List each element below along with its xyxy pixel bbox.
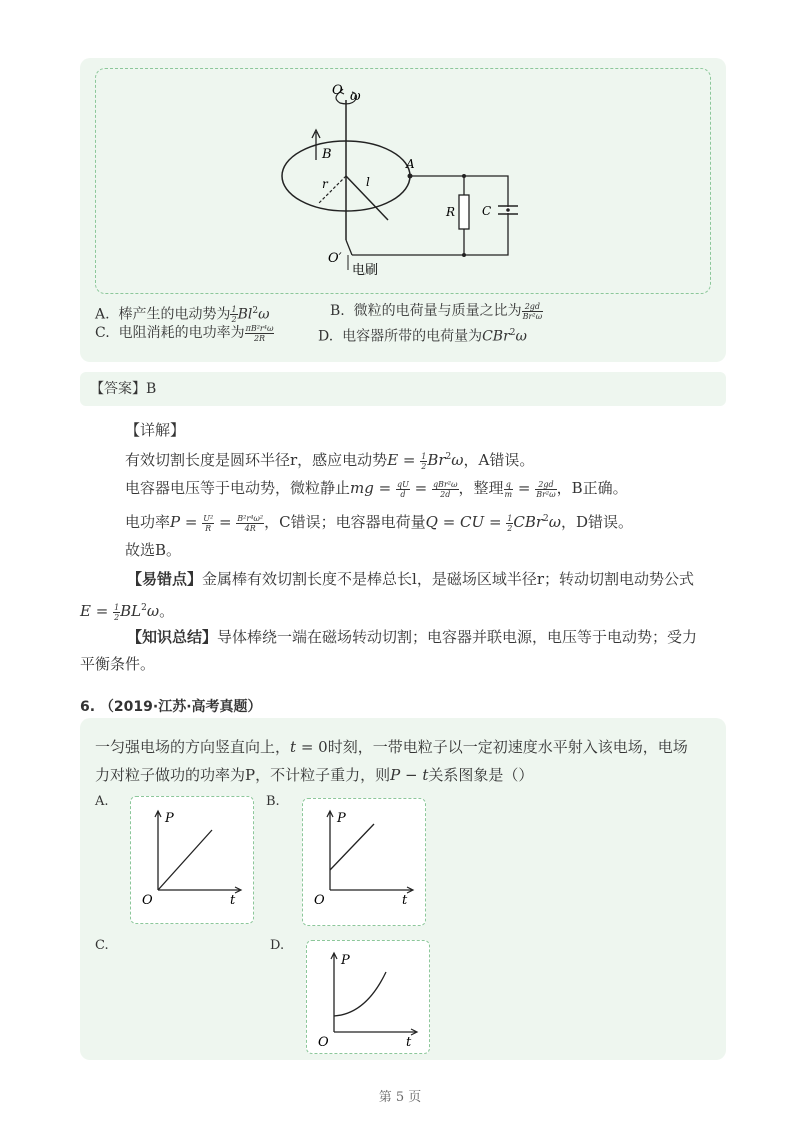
q6-stem-line-1: 一匀强电场的方向竖直向上，t = 0时刻，一带电粒子以一定初速度水平射入该电场，电场 bbox=[95, 738, 688, 756]
option-c-label: C. bbox=[95, 325, 110, 341]
q6-option-c-label[interactable]: C. bbox=[95, 938, 109, 953]
circuit-diagram bbox=[270, 80, 540, 280]
q6-graph-b-O: O bbox=[314, 893, 325, 908]
q6-graph-d-P: P bbox=[341, 953, 350, 968]
option-d[interactable]: D. 电容器所带的电荷量为CBr$^2$ω bbox=[318, 328, 527, 345]
q6-graph-d-t: t bbox=[406, 1035, 412, 1050]
option-a-frac: $\frac{1}{2}$ bbox=[231, 305, 237, 325]
label-O: O bbox=[332, 83, 343, 98]
q6-graph-a-O: O bbox=[142, 893, 153, 908]
q6-stem-line-2: 力对粒子做功的功率为P，不计粒子重力，则P − t关系图象是（） bbox=[95, 766, 534, 784]
page-number: 第 5 页 bbox=[378, 1090, 422, 1105]
option-a-text: 棒产生的电动势为 bbox=[118, 306, 231, 323]
answer-box bbox=[80, 372, 726, 406]
knowledge-label: 【知识总结】 bbox=[127, 628, 218, 646]
option-a[interactable]: A. 棒产生的电动势为 $\frac{1}{2}$ Bl$^2$ω bbox=[95, 305, 270, 325]
question-6-header: 6. （2019·江苏·高考真题） bbox=[80, 699, 262, 715]
label-O-prime: O′ bbox=[328, 251, 342, 266]
q6-option-b-label[interactable]: B. bbox=[266, 794, 280, 809]
error-point-line-1: 【易错点】金属棒有效切割长度不是棒总长l，是磁场区域半径r；转动切割电动势公式 bbox=[127, 570, 694, 588]
option-b[interactable] bbox=[330, 301, 543, 321]
option-c[interactable] bbox=[95, 323, 274, 343]
answer-label: 【答案】 bbox=[90, 381, 146, 397]
option-d-text: 电容器所带的电荷量为 bbox=[342, 328, 483, 345]
q6-option-a-label[interactable]: A. bbox=[95, 794, 109, 809]
option-b-label: B. bbox=[330, 303, 345, 319]
q6-graph-d-O: O bbox=[318, 1035, 329, 1050]
q6-graph-d bbox=[316, 950, 421, 1050]
label-A: A bbox=[406, 157, 415, 171]
q6-graph-b-P: P bbox=[337, 811, 346, 826]
label-brush: 电刷 bbox=[352, 263, 379, 278]
option-a-label: A. bbox=[95, 306, 110, 323]
option-c-frac: $\frac{\text{πB²r⁴ω}}{2R}$ bbox=[245, 323, 274, 343]
label-l: l bbox=[366, 175, 370, 189]
answer-value: B bbox=[146, 381, 157, 397]
option-b-frac: $\frac{2gd}{\text{Br²ω}}$ bbox=[522, 301, 543, 321]
detail-line-1: 有效切割长度是圆环半径r，感应电动势E = $\frac{1}{2}$ Br$^2$ω，A错误。 bbox=[125, 451, 535, 471]
label-R: R bbox=[446, 205, 456, 219]
detail-line-2: 电容器电压等于电动势，微粒静止mg = $\frac{qU}{d}$ = $\frac{\text{qBr²ω}}{2d}$ ，整理 $\frac{q}{m}$ = $\frac{2gd}{\text{Br²ω}}$ ，B正确。 bbox=[125, 479, 628, 499]
option-c-text: 电阻消耗的电功率为 bbox=[118, 325, 245, 341]
q6-graph-b bbox=[312, 808, 417, 908]
q6-graph-a-P: P bbox=[165, 811, 174, 826]
option-b-text: 微粒的电荷量与质量之比为 bbox=[353, 303, 522, 319]
q6-option-d-label[interactable]: D. bbox=[270, 938, 285, 953]
error-label: 【易错点】 bbox=[127, 570, 203, 588]
detail-line-4: 故选B。 bbox=[125, 541, 182, 559]
label-omega: ω bbox=[350, 89, 361, 104]
answer-line bbox=[90, 379, 156, 399]
q6-graph-b-t: t bbox=[402, 893, 408, 908]
q6-graph-a-t: t bbox=[230, 893, 236, 908]
label-C: C bbox=[482, 204, 492, 218]
detail-line-3: 电功率P = $\frac{\text{U²}}{R}$ = $\frac{\text{B²r⁴ω²}}{4R}$ ，C错误；电容器电荷量Q = CU = $\frac{1}{2}$ CBr$^2$ω，D错误。 bbox=[125, 513, 634, 533]
label-B: B bbox=[322, 147, 332, 162]
label-r: r bbox=[322, 177, 328, 191]
knowledge-line-1: 【知识总结】导体棒绕一端在磁场转动切割；电容器并联电源，电压等于电动势；受力 bbox=[127, 628, 698, 646]
error-point-line-2: E = $\frac{1}{2}$ $BL^2\omega$。 bbox=[80, 602, 175, 622]
q6-graph-a bbox=[140, 808, 245, 908]
detail-label: 【详解】 bbox=[125, 421, 186, 439]
option-d-label: D. bbox=[318, 328, 334, 345]
knowledge-line-2: 平衡条件。 bbox=[80, 655, 156, 673]
